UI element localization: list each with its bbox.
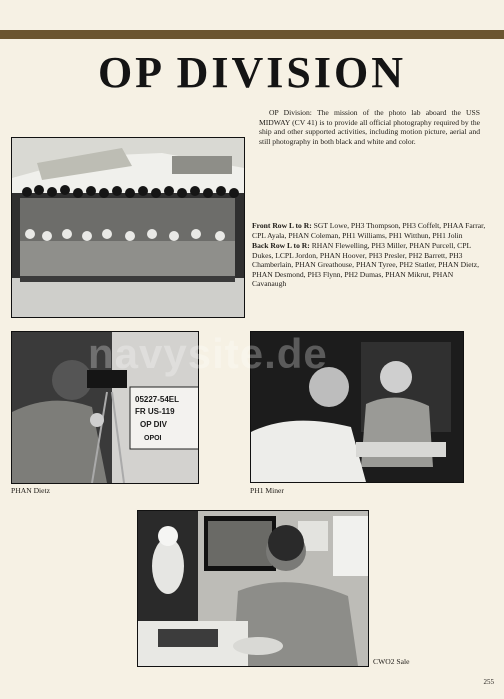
- group-photo-caption: [252, 221, 486, 290]
- group-photo-image: [12, 138, 244, 317]
- group-photo: [11, 137, 245, 318]
- dietz-photo: [11, 331, 199, 484]
- camera-sign-line-2: FR US-119: [135, 407, 175, 416]
- watermark: navysite.de: [88, 330, 328, 377]
- miner-caption: PH1 Miner: [250, 486, 284, 495]
- top-rule: [0, 30, 504, 39]
- back-row-label: Back Row L to R:: [252, 241, 310, 250]
- back-row-names: RHAN Flewelling, PH3 Miller, PHAN Purcell, CPL Dukes, LCPL Jordon, PHAN Hoover, PH3 Presler, PH2 Barrett, PH3 Chamberlain, PHAN Greathouse, PHAN Tyree, PH2 Statler, PHAN Dietz, PHAN Desmond, PH3 Flynn, PH2 Dumas, PHAN Mikrut, PHAN Cavanaugh: [252, 241, 480, 288]
- dietz-caption: PHAN Dietz: [11, 486, 51, 495]
- intro-paragraph: OP Division: The mission of the photo lab aboard the USS MIDWAY (CV 41) is to provide all official photography required by the ship and other supported activities, including motion picture, aerial and still photography in both black and white and color.: [259, 108, 480, 146]
- camera-sign-line-1: 05227-54EL: [135, 395, 180, 404]
- front-row-label: Front Row L to R:: [252, 221, 312, 230]
- sale-photo: [137, 510, 369, 667]
- miner-photo-image: [251, 332, 463, 482]
- front-row-names: SGT Lowe, PH3 Thompson, PH3 Coffelt, PHAA Farrar, CPL Ayala, PHAN Coleman, PH1 Williams, PH1 Witthun, PH1 Jolin: [252, 221, 486, 240]
- page-number: 255: [483, 678, 494, 686]
- camera-sign-line-3: OP DIV: [140, 420, 167, 429]
- sale-photo-image: [138, 511, 368, 666]
- camera-sign-line-4: OPOI: [144, 435, 162, 442]
- sale-caption: CWO2 Sale: [373, 657, 410, 666]
- page-title: OP DIVISION: [97, 48, 407, 97]
- miner-photo: [250, 331, 464, 483]
- dietz-photo-image: [12, 332, 198, 483]
